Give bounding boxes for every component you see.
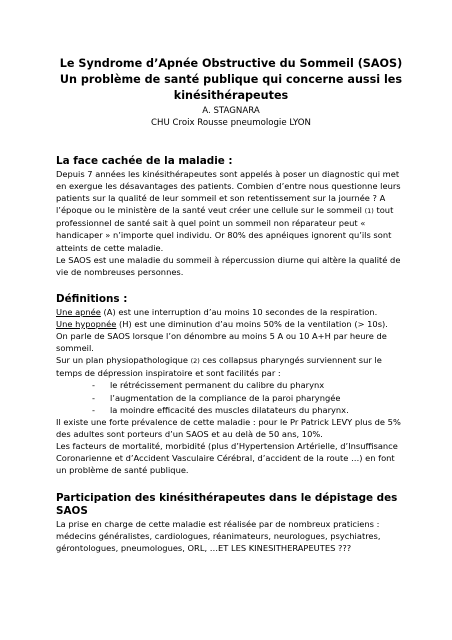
section1-p1-text-a: Depuis 7 années les kinésithérapeutes sont appelés à poser un diagnostic qui met en exergue les désavantages des patients. Combien d’entre nous questionne leurs patients sur la qualité de leur sommeil et son retentissement sur la journée ? A l’époque ou le ministère de la santé veut créer une cellule sur le sommeil bbox=[56, 169, 401, 216]
apnee-definition: (A) est une interruption d’au moins 10 secondes de la respiration. bbox=[100, 306, 378, 317]
reference-2: (2) bbox=[190, 357, 200, 366]
term-hypopnee: Une hypopnée bbox=[56, 318, 117, 329]
section-heading-definitions: Définitions : bbox=[56, 292, 128, 305]
section1-p1-text-b: tout professionnel de santé sait à quel point un sommeil non réparateur peut « handicaper » n’importe quel individu. Or 80% des apnéiques ignorent qu’ils sont atteints de cette maladie. bbox=[56, 205, 394, 253]
title-line-3: kinésithérapeutes bbox=[173, 89, 289, 102]
section1-paragraph-2: Le SAOS est une maladie du sommeil à répercussion diurne qui altère la qualité de vie de nombreuses personnes. bbox=[56, 254, 401, 277]
definition-saos: On parle de SAOS lorsque l’on dénombre au moins 5 A ou 10 A+H par heure de sommeil. bbox=[56, 331, 387, 354]
list-item: - l’augmentation de la compliance de la paroi pharyngée bbox=[92, 392, 406, 404]
author: A. STAGNARA bbox=[202, 106, 260, 116]
definition-hypopnee bbox=[56, 318, 406, 330]
section3-paragraph-1: La prise en charge de cette maladie est réalisée par de nombreux praticiens : médecins généralistes, cardiologues, réanimateurs, neurologues, psychiatres, gérontologues, pneumologues, ORL, …ET LES KINESITHERAPEUTES ??? bbox=[56, 519, 381, 554]
title-line-1: Le Syndrome d’Apnée Obstructive du Sommeil (SAOS) bbox=[59, 57, 403, 70]
section1-paragraph-1 bbox=[56, 168, 406, 254]
list-item: - la moindre efficacité des muscles dilatateurs du pharynx. bbox=[92, 404, 406, 416]
list-item: - le rétrécissement permanent du calibre du pharynx bbox=[92, 379, 406, 391]
factors-list bbox=[56, 379, 406, 415]
affiliation: CHU Croix Rousse pneumologie LYON bbox=[151, 118, 311, 128]
term-apnee: Une apnée bbox=[56, 306, 101, 317]
physio-text-b: ces collapsus pharyngés surviennent sur le temps de dépression inspiratoire et sont facilités par : bbox=[56, 355, 382, 379]
definition-apnee bbox=[56, 306, 406, 318]
hypopnee-definition: (H) est une diminution d’au moins 50% de la ventilation (> 10s). bbox=[116, 318, 388, 329]
prevalence-paragraph: Il existe une forte prévalence de cette maladie : pour le Pr Patrick LEVY plus de 5% des adultes sont porteurs d’un SAOS et au delà de 50 ans, 10%. bbox=[56, 416, 401, 439]
title-line-2: Un problème de santé publique qui concerne aussi les bbox=[59, 73, 403, 86]
section-heading-participation: Participation des kinésithérapeutes dans le dépistage des SAOS bbox=[56, 492, 398, 518]
physio-text-a: Sur un plan physiopathologique bbox=[56, 355, 191, 366]
reference-1: (1) bbox=[364, 207, 374, 216]
physiopathology-paragraph bbox=[56, 354, 406, 379]
mortality-paragraph: Les facteurs de mortalité, morbidité (plus d’Hypertension Artérielle, d’Insuffisance Coronarienne et d’Accident Vasculaire Cérébral, d’accident de la route …) en font un problème de santé publique. bbox=[56, 440, 398, 476]
section-heading-hidden-face: La face cachée de la maladie : bbox=[56, 155, 233, 167]
